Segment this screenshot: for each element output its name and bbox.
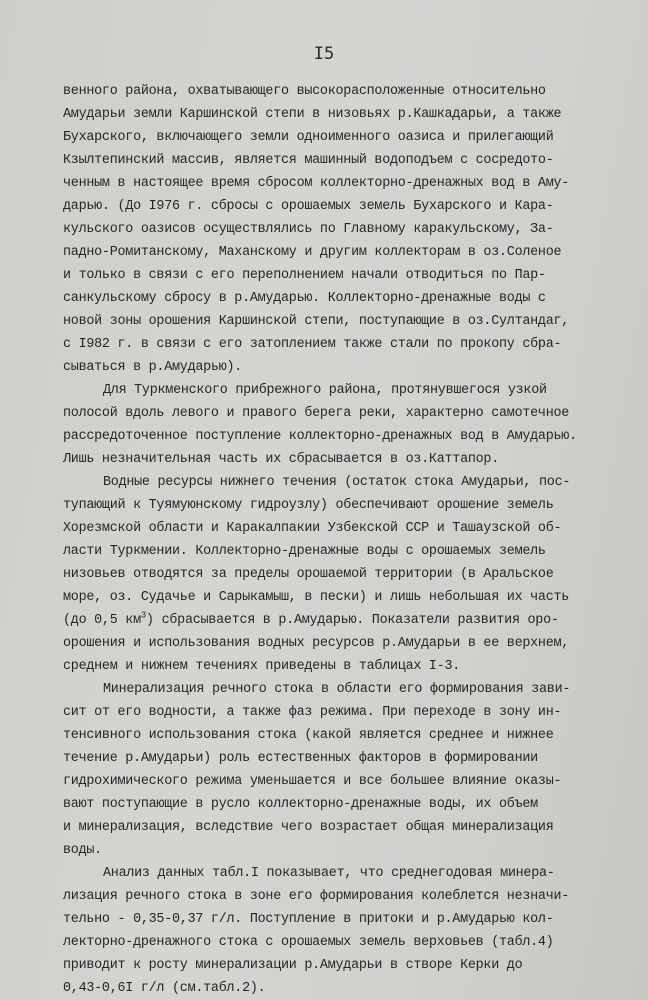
text-line: полосой вдоль левого и правого берега реки, характерно самотечное bbox=[63, 406, 570, 421]
text-line: гидрохимического режима уменьшается и все большее влияние оказы- bbox=[63, 774, 562, 789]
text-line: Бухарского, включающего земли одноименного оазиса и прилегающий bbox=[63, 130, 554, 145]
text-line: среднем и нижнем течениях приведены в таблицах I-3. bbox=[63, 659, 461, 674]
text-line: Амударьи земли Каршинской степи в низовьях р.Кашкадарьи, а также bbox=[63, 107, 562, 122]
text-line: сит от его водности, а также фаз режима. При переходе в зону ин- bbox=[63, 705, 562, 720]
text-line: низовьев отводятся за пределы орошаемой территории (в Аральское bbox=[63, 567, 554, 582]
text-line: течение р.Амударьи) роль естественных факторов в формировании bbox=[63, 751, 538, 766]
text-line: венного района, охватывающего высокорасположенные относительно bbox=[63, 84, 546, 99]
text-line: лекторно-дренажного стока с орошаемых земель верховьев (табл.4) bbox=[63, 935, 554, 950]
text-line: Хорезмской области и Каракалпакии Узбекской ССР и Ташаузской об- bbox=[63, 521, 562, 536]
text-line: приводит к росту минерализации р.Амударьи в створе Керки до bbox=[63, 958, 523, 973]
text-line: воды. bbox=[63, 843, 102, 858]
text-line: Анализ данных табл.I показывает, что среднегодовая минера- bbox=[103, 866, 555, 881]
text-line-with-superscript bbox=[63, 612, 559, 629]
text-line: Лишь незначительная часть их сбрасывается в оз.Каттапор. bbox=[63, 452, 499, 467]
text-line: рассредоточенное поступление коллекторно-дренажных вод в Амударью. bbox=[63, 429, 577, 444]
text-line: тенсивного использования стока (какой является среднее и нижнее bbox=[63, 728, 554, 743]
text-line: ласти Туркмении. Коллекторно-дренажные воды с орошаемых земель bbox=[63, 544, 546, 559]
text-line: дарью. (До I976 г. сбросы с орошаемых земель Бухарского и Кара- bbox=[63, 199, 554, 214]
superscript-cubed: 3 bbox=[140, 610, 147, 621]
text-line: и только в связи с его переполнением начали отводиться по Пар- bbox=[63, 268, 546, 283]
text-line-start: (до 0,5 км bbox=[63, 613, 141, 628]
text-line: вают поступающие в русло коллекторно-дренажные воды, их объем bbox=[63, 797, 538, 812]
text-line: тупающий к Туямуюнскому гидроузлу) обеспечивают орошение земель bbox=[63, 498, 554, 513]
text-line: сываться в р.Амударью). bbox=[63, 360, 243, 375]
text-line: санкульскому сбросу в р.Амударью. Коллекторно-дренажные воды с bbox=[63, 291, 546, 306]
text-line: море, оз. Судачье и Сарыкамыш, в пески) и лишь небольшая их часть bbox=[63, 590, 570, 605]
text-line-end: ) сбрасывается в р.Амударью. Показатели развития оро- bbox=[146, 613, 559, 628]
page-number: I5 bbox=[313, 44, 335, 64]
text-line: орошения и использования водных ресурсов р.Амударьи в ее верхнем, bbox=[63, 636, 570, 651]
text-line: 0,43-0,6I г/л (см.табл.2). bbox=[63, 981, 266, 996]
text-line: и минерализация, вследствие чего возрастает общая минерализация bbox=[63, 820, 554, 835]
text-line: Минерализация речного стока в области его формирования зави- bbox=[103, 682, 571, 697]
text-line: Водные ресурсы нижнего течения (остаток стока Амударьи, пос- bbox=[103, 475, 571, 490]
text-line: тельно - 0,35-0,37 г/л. Поступление в притоки и р.Амударью кол- bbox=[63, 912, 554, 927]
text-line: падно-Ромитанскому, Маханскому и другим коллекторам в оз.Соленое bbox=[63, 245, 562, 260]
text-line: Кзылтепинский массив, является машинный водоподъем с сосредото- bbox=[63, 153, 554, 168]
text-line: новой зоны орошения Каршинской степи, поступающие в оз.Султандаг, bbox=[63, 314, 570, 329]
text-line: ченным в настоящее время сбросом коллекторно-дренажных вод в Аму- bbox=[63, 176, 570, 191]
text-line: Для Туркменского прибрежного района, протянувшегося узкой bbox=[103, 383, 547, 398]
text-line: с I982 г. в связи с его затоплением также стали по прокопу сбра- bbox=[63, 337, 562, 352]
text-line: лизация речного стока в зоне его формирования колеблется незначи- bbox=[63, 889, 570, 904]
text-line: кульского оазисов осуществлялись по Главному каракульскому, За- bbox=[63, 222, 554, 237]
